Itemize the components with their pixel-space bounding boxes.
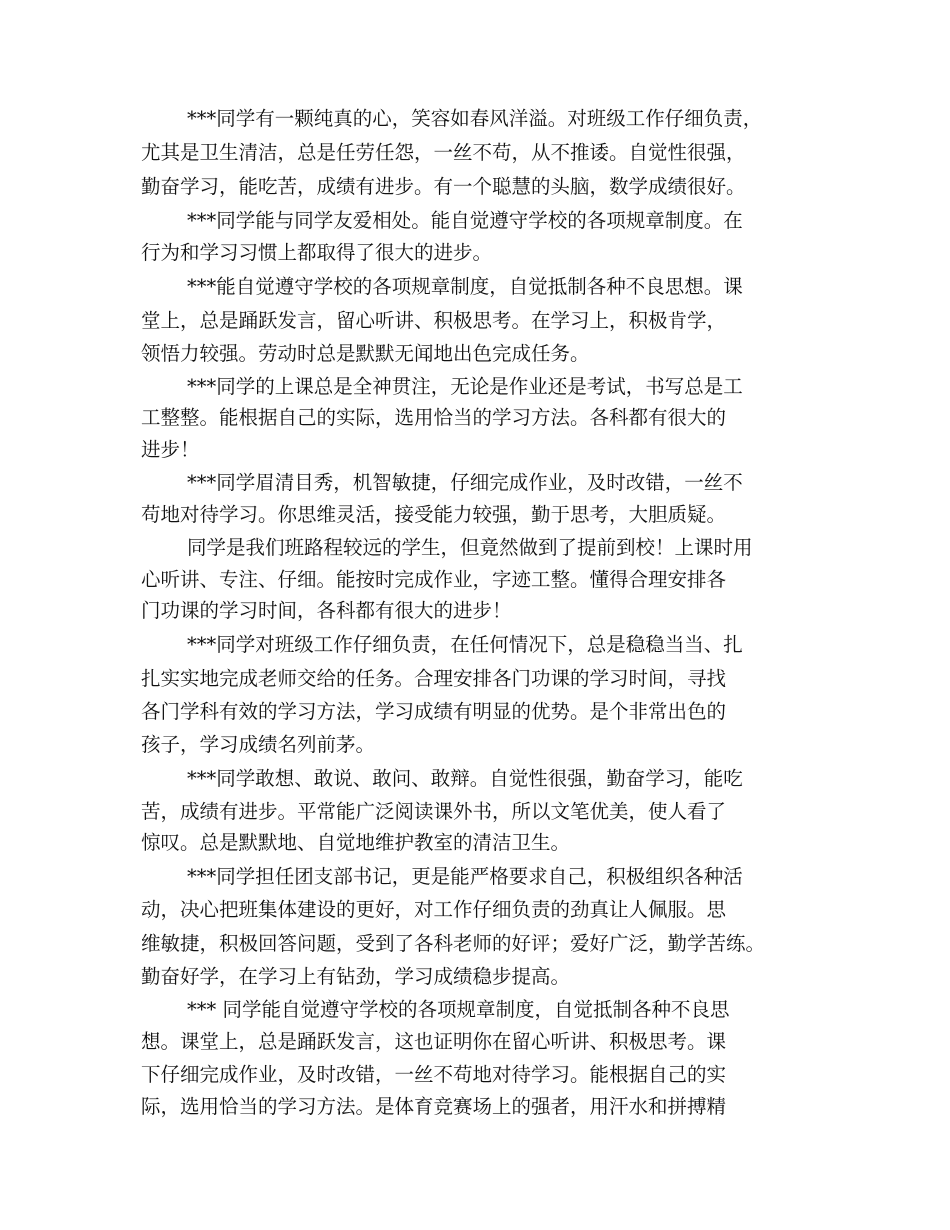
paragraph-line: 勤奋学习，能吃苦，成绩有进步。有一个聪慧的头脑，数学成绩很好。 — [141, 175, 746, 198]
paragraph-line: 尤其是卫生清洁，总是任劳任怨，一丝不苟，从不推诿。自觉性很强， — [141, 141, 746, 164]
paragraph-line: 堂上，总是踊跃发言，留心听讲、积极思考。在学习上，积极肯学， — [141, 309, 727, 332]
paragraph-line: ***同学的上课总是全神贯注，无论是作业还是考试，书写总是工 — [187, 375, 743, 398]
paragraph-line: ***同学担任团支部书记，更是能严格要求自己，积极组织各种活 — [187, 865, 743, 888]
paragraph-line: ***同学对班级工作仔细负责，在任何情况下，总是稳稳当当、扎 — [187, 633, 743, 656]
paragraph-line: 同学是我们班路程较远的学生，但竟然做到了提前到校！上课时用 — [187, 536, 753, 559]
paragraph-line: 勤奋好学，在学习上有钻劲，学习成绩稳步提高。 — [141, 965, 571, 988]
paragraph-line: 行为和学习习惯上都取得了很大的进步。 — [141, 241, 493, 264]
paragraph-line: 苟地对待学习。你思维灵活，接受能力较强，勤于思考，大胆质疑。 — [141, 503, 727, 526]
paragraph-line: 扎实实地完成老师交给的任务。合理安排各门功课的学习时间，寻找 — [141, 667, 727, 690]
paragraph-line: 孩子，学习成绩名列前茅。 — [141, 733, 376, 756]
paragraph-line: 心听讲、专注、仔细。能按时完成作业，字迹工整。懂得合理安排各 — [141, 568, 727, 591]
paragraph-line: 下仔细完成作业，及时改错，一丝不苟地对待学习。能根据自己的实 — [141, 1063, 727, 1086]
paragraph-line: 苦，成绩有进步。平常能广泛阅读课外书，所以文笔优美，使人看了 — [141, 800, 727, 823]
paragraph-line: 工整整。能根据自己的实际，选用恰当的学习方法。各科都有很大的 — [141, 406, 727, 429]
paragraph-line: 动，决心把班集体建设的更好，对工作仔细负责的劲真让人佩服。思 — [141, 898, 727, 921]
paragraph-line: ***同学有一颗纯真的心，笑容如春风洋溢。对班级工作仔细负责， — [187, 107, 763, 130]
paragraph-line: ***能自觉遵守学校的各项规章制度，自觉抵制各种不良思想。课 — [187, 275, 743, 298]
paragraph-line: 各门学科有效的学习方法，学习成绩有明显的优势。是个非常出色的 — [141, 700, 727, 723]
paragraph-line: ***同学能与同学友爱相处。能自觉遵守学校的各项规章制度。在 — [187, 209, 743, 232]
paragraph-line: 维敏捷，积极回答问题，受到了各科老师的好评；爱好广泛，勤学苦练。 — [141, 932, 766, 955]
paragraph-line: 门功课的学习时间，各科都有很大的进步！ — [141, 599, 512, 622]
paragraph-line: ***同学眉清目秀，机智敏捷，仔细完成作业，及时改错，一丝不 — [187, 471, 743, 494]
paragraph-line: 际，选用恰当的学习方法。是体育竞赛场上的强者，用汗水和拼搏精 — [141, 1095, 727, 1118]
paragraph-line: ***同学敢想、敢说、敢问、敢辩。自觉性很强，勤奋学习，能吃 — [187, 767, 743, 790]
paragraph-line: 想。课堂上，总是踊跃发言，这也证明你在留心听讲、积极思考。课 — [141, 1030, 727, 1053]
paragraph-line: 领悟力较强。劳动时总是默默无闻地出色完成任务。 — [141, 342, 590, 365]
paragraph-line: *** 同学能自觉遵守学校的各项规章制度，自觉抵制各种不良思 — [187, 998, 730, 1021]
paragraph-line: 惊叹。总是默默地、自觉地维护教室的清洁卫生。 — [141, 831, 571, 854]
paragraph-line: 进步！ — [141, 438, 200, 461]
